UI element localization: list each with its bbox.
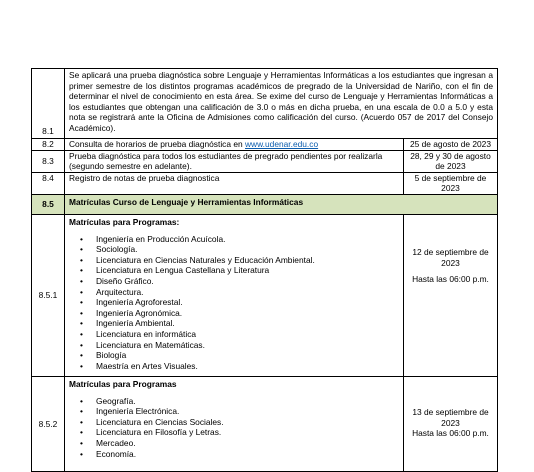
program-item <box>80 448 399 460</box>
row-number: 8.1 <box>32 69 65 139</box>
program-name: Ingeniería Agroforestal. <box>96 297 183 308</box>
programs-cell <box>65 376 404 471</box>
program-name: Licenciatura en Ciencias Naturales y Educación Ambiental. <box>96 254 315 265</box>
udenar-link[interactable]: www.udenar.edu.co <box>245 139 319 149</box>
row-date-cell <box>403 214 497 376</box>
row-date: 5 de septiembre de 2023 <box>403 172 497 194</box>
schedule-table <box>31 68 498 472</box>
program-name: Licenciatura en Ciencias Sociales. <box>96 416 224 427</box>
program-item <box>80 275 399 287</box>
program-name: Licenciatura en informática <box>96 328 197 339</box>
row-8-5-1 <box>32 214 498 376</box>
bullet-icon: • <box>80 448 83 459</box>
row-8-1 <box>32 69 498 139</box>
bullet-icon: • <box>80 427 83 438</box>
program-item <box>80 244 399 255</box>
bullet-icon: • <box>80 360 83 371</box>
program-item <box>80 297 399 308</box>
program-item <box>80 233 399 245</box>
bullet-icon: • <box>80 406 83 417</box>
bullet-icon: • <box>80 339 83 350</box>
program-item <box>80 286 399 298</box>
program-name: Biología <box>96 350 127 361</box>
program-item <box>80 265 399 276</box>
program-name: Mercadeo. <box>96 437 136 448</box>
bullet-icon: • <box>80 395 83 406</box>
program-item <box>80 427 399 438</box>
bullet-icon: • <box>80 275 83 286</box>
program-item <box>80 395 399 407</box>
row-date: 13 de septiembre de 2023 <box>412 406 489 428</box>
programs-cell <box>65 214 404 376</box>
programs-list <box>69 234 399 372</box>
program-item <box>80 406 399 417</box>
row-text: Se aplicará una prueba diagnóstica sobre Lenguaje y Herramientas Informáticas a los estudiantes que ingresan a primer semestre de los distintos programas académicos de pregrado de la Universidad de Nariño, con el fin de determinar el nivel de conocimiento en esta área. Se exime del curso de Lenguaje y Herramientas Informáticas a los estudiantes que obtengan una calificación de 3.0 o más en dicha prueba, en una escala de 0.0 a 5.0 y esta nota se registrará ante la Oficina de Admisiones como calificación del curso. (Acuerdo 057 de 2017 del Consejo Académico). <box>65 69 498 139</box>
bullet-icon: • <box>80 416 83 427</box>
bullet-icon: • <box>80 244 83 255</box>
program-name: Ingeniería en Producción Acuícola. <box>96 233 226 244</box>
row-date: 28, 29 y 30 de agosto de 2023 <box>403 150 497 172</box>
bullet-icon: • <box>80 437 83 448</box>
program-item <box>80 350 399 361</box>
row-number: 8.5.2 <box>32 376 65 471</box>
program-name: Ingeniería Ambiental. <box>96 318 175 329</box>
row-8-2 <box>32 139 498 151</box>
row-number: 8.3 <box>32 150 65 172</box>
bullet-icon: • <box>80 350 83 361</box>
row-text-prefix: Consulta de horarios de prueba diagnóstica en <box>69 139 245 149</box>
bullet-icon: • <box>80 254 83 265</box>
row-date: 12 de septiembre de 2023 <box>412 246 489 268</box>
row-text <box>65 139 404 151</box>
row-time: Hasta las 06:00 p.m. <box>412 274 489 285</box>
program-item <box>80 339 399 351</box>
row-date: 25 de agosto de 2023 <box>403 139 497 151</box>
bullet-icon: • <box>80 286 83 297</box>
bullet-icon: • <box>80 233 83 244</box>
section-heading: Matrículas Curso de Lenguaje y Herramientas Informáticas <box>65 194 498 214</box>
program-name: Diseño Gráfico. <box>96 275 154 286</box>
row-text: Prueba diagnóstica para todos los estudiantes de pregrado pendientes por realizarla (segundo semestre en adelante). <box>65 150 404 172</box>
program-name: Economía. <box>96 448 137 459</box>
program-item <box>80 307 399 319</box>
bullet-icon: • <box>80 318 83 329</box>
bullet-icon: • <box>80 265 83 276</box>
bullet-icon: • <box>80 297 83 308</box>
row-number: 8.5 <box>32 194 65 214</box>
row-date-cell <box>403 376 497 471</box>
program-item <box>80 416 399 428</box>
programs-list <box>69 396 399 460</box>
row-8-5 <box>32 194 498 214</box>
row-8-5-2 <box>32 376 498 471</box>
program-name: Licenciatura en Filosofía y Letras. <box>96 427 222 438</box>
program-item <box>80 437 399 449</box>
row-time: Hasta las 06:00 p.m. <box>412 428 489 439</box>
programs-heading: Matrículas para Programas <box>69 378 177 389</box>
program-name: Licenciatura en Lengua Castellana y Literatura <box>96 265 270 276</box>
row-number: 8.2 <box>32 139 65 151</box>
programs-heading: Matrículas para Programas: <box>69 216 180 227</box>
program-name: Ingeniería Electrónica. <box>96 406 180 417</box>
program-name: Geografía. <box>96 395 136 406</box>
program-item <box>80 318 399 329</box>
bullet-icon: • <box>80 328 83 339</box>
row-8-4 <box>32 172 498 194</box>
program-name: Ingeniería Agronómica. <box>96 307 183 318</box>
row-text: Registro de notas de prueba diagnostica <box>65 172 404 194</box>
row-8-3 <box>32 150 498 172</box>
row-number: 8.4 <box>32 172 65 194</box>
program-item <box>80 360 399 372</box>
program-name: Maestría en Artes Visuales. <box>96 360 198 371</box>
program-name: Arquitectura. <box>96 286 144 297</box>
program-item <box>80 254 399 266</box>
program-item <box>80 328 399 340</box>
bullet-icon: • <box>80 307 83 318</box>
program-name: Sociología. <box>96 244 138 255</box>
row-number: 8.5.1 <box>32 214 65 376</box>
program-name: Licenciatura en Matemáticas. <box>96 339 205 350</box>
